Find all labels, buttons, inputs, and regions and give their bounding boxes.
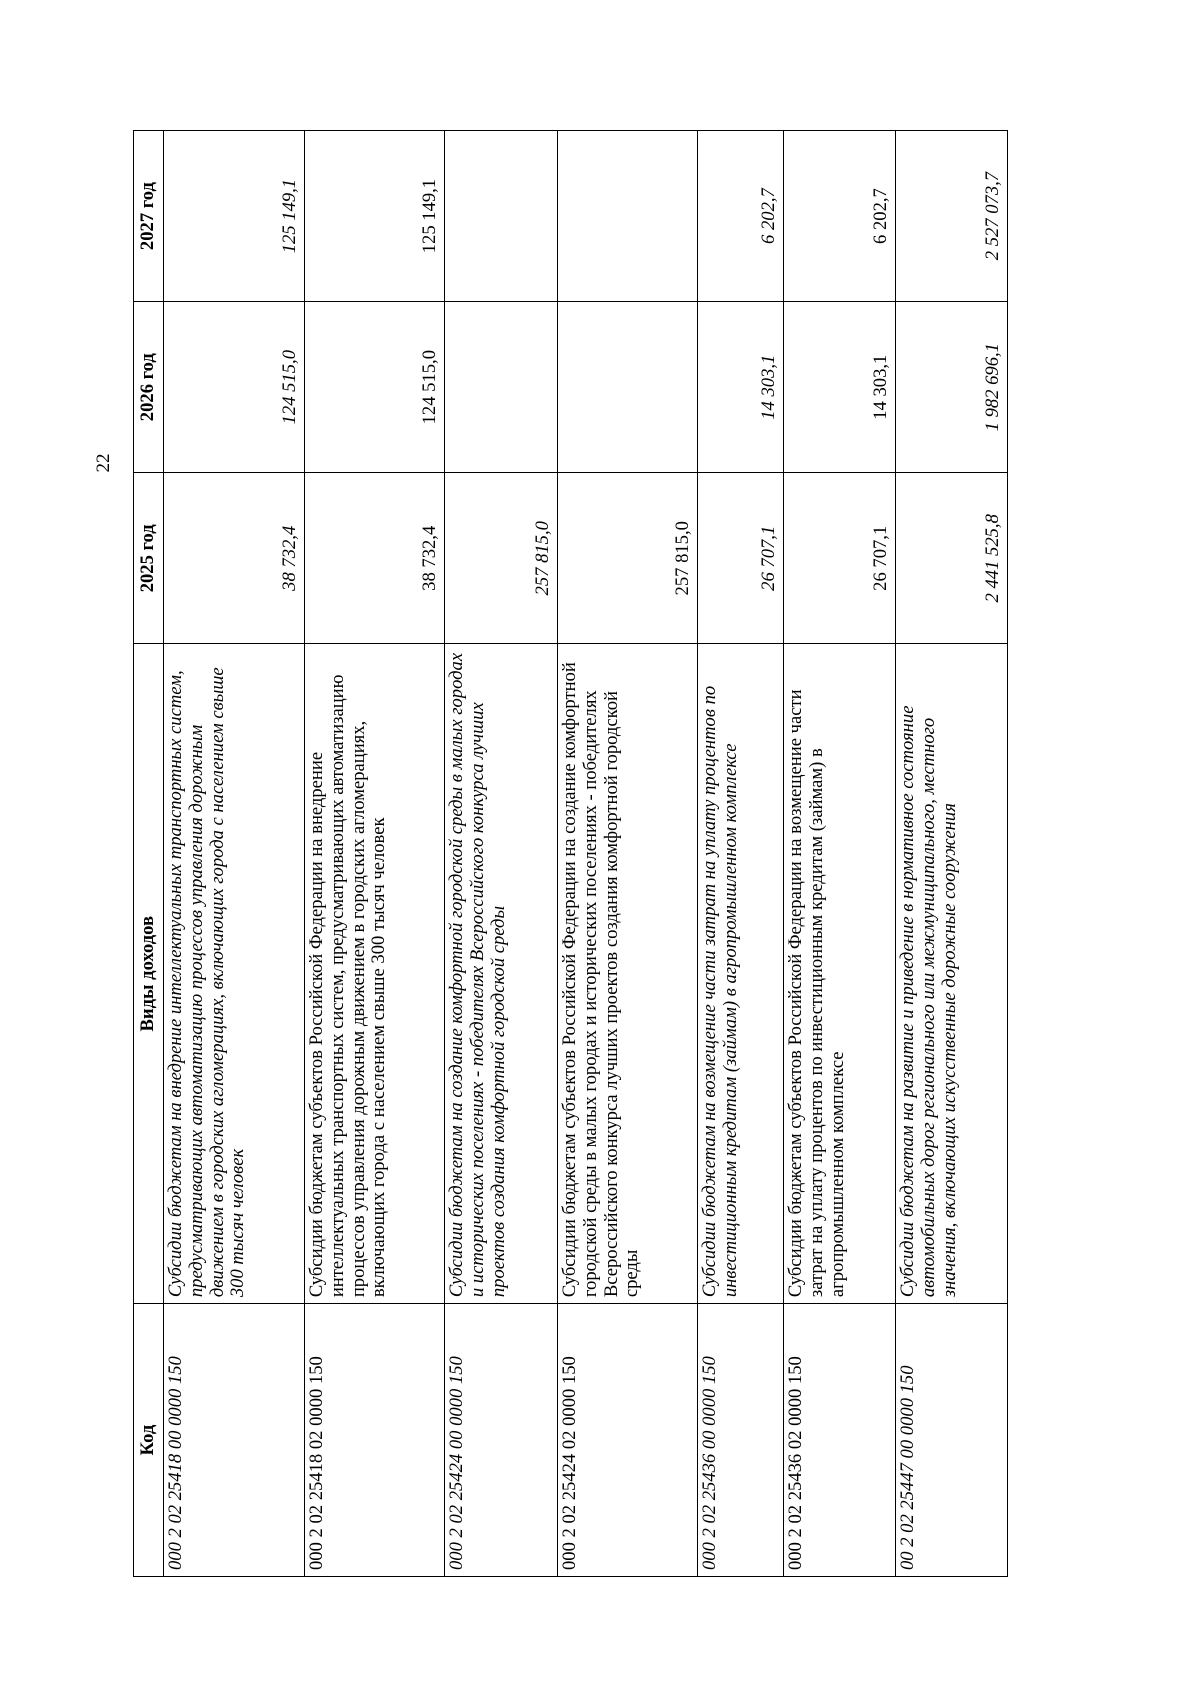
row-value-2026 [445,302,558,473]
table-row [784,131,896,1577]
page-number: 22 [93,453,114,473]
row-name: Субсидии бюджетам на возмещение части затрат на уплату процентов по инвестиционным кредитам (займам) в агропромышленном комплексе [698,644,784,1304]
table-row [305,131,445,1577]
row-name: Субсидии бюджетам на развитие и приведение в нормативное состояние автомобильных дорог регионального или межмуниципального, местного значения, включающих искусственные дорожные сооружения [896,644,1008,1304]
row-name: Субсидии бюджетам субъектов Российской Федерации на возмещение части затрат на уплату процентов по инвестиционным кредитам (займам) в агропромышленном комплексе [784,644,896,1304]
row-value-2025: 38 732,4 [164,473,305,644]
row-value-2026: 14 303,1 [784,302,896,473]
row-value-2025: 26 707,1 [698,473,784,644]
row-code: 000 2 02 25424 00 0000 150 [445,1304,558,1577]
row-value-2026: 124 515,0 [164,302,305,473]
row-name: Субсидии бюджетам субъектов Российской Федерации на внедрение интеллектуальных транспортных систем, предусматривающих автоматизацию процессов управления дорожным движением в городских агломерациях, включающих города с населением свыше 300 тысяч человек [305,644,445,1304]
row-value-2027: 125 149,1 [164,131,305,302]
header-code: Код [134,1304,164,1577]
row-value-2027: 2 527 073,7 [896,131,1008,302]
table-row [558,131,698,1577]
table-row [164,131,305,1577]
table-row [698,131,784,1577]
row-value-2026: 124 515,0 [305,302,445,473]
row-name: Субсидии бюджетам на внедрение интеллектуальных транспортных систем, предусматривающих автоматизацию процессов управления дорожным движением в городских агломерациях, включающих города с населением свыше 300 тысяч человек [164,644,305,1304]
row-value-2027: 125 149,1 [305,131,445,302]
row-value-2027: 6 202,7 [698,131,784,302]
row-value-2027: 6 202,7 [784,131,896,302]
row-value-2026: 1 982 696,1 [896,302,1008,473]
row-code: 000 2 02 25424 02 0000 150 [558,1304,698,1577]
row-value-2027 [445,131,558,302]
row-value-2027 [558,131,698,302]
row-value-2025: 26 707,1 [784,473,896,644]
revenue-table [133,130,1008,1577]
table-row [445,131,558,1577]
revenue-table-frame [133,130,1007,1577]
header-2026: 2026 год [134,302,164,473]
table-row [896,131,1008,1577]
header-name: Виды доходов [134,644,164,1304]
row-code: 000 2 02 25418 00 0000 150 [164,1304,305,1577]
header-2025: 2025 год [134,473,164,644]
row-value-2025: 257 815,0 [445,473,558,644]
row-value-2026: 14 303,1 [698,302,784,473]
row-code: 00 2 02 25447 00 0000 150 [896,1304,1008,1577]
row-value-2026 [558,302,698,473]
row-value-2025: 38 732,4 [305,473,445,644]
header-2027: 2027 год [134,131,164,302]
row-value-2025: 2 441 525,8 [896,473,1008,644]
row-code: 000 2 02 25436 02 0000 150 [784,1304,896,1577]
row-code: 000 2 02 25418 02 0000 150 [305,1304,445,1577]
row-name: Субсидии бюджетам на создание комфортной городской среды в малых городах и исторических поселениях - победителях Всероссийского конкурса лучших проектов создания комфортной городской среды [445,644,558,1304]
table-header-row [134,131,164,1577]
row-code: 000 2 02 25436 00 0000 150 [698,1304,784,1577]
row-value-2025: 257 815,0 [558,473,698,644]
row-name: Субсидии бюджетам субъектов Российской Федерации на создание комфортной городской среды в малых городах и исторических поселениях - победителях Всероссийского конкурса лучших проектов создания комфортной городской среды [558,644,698,1304]
